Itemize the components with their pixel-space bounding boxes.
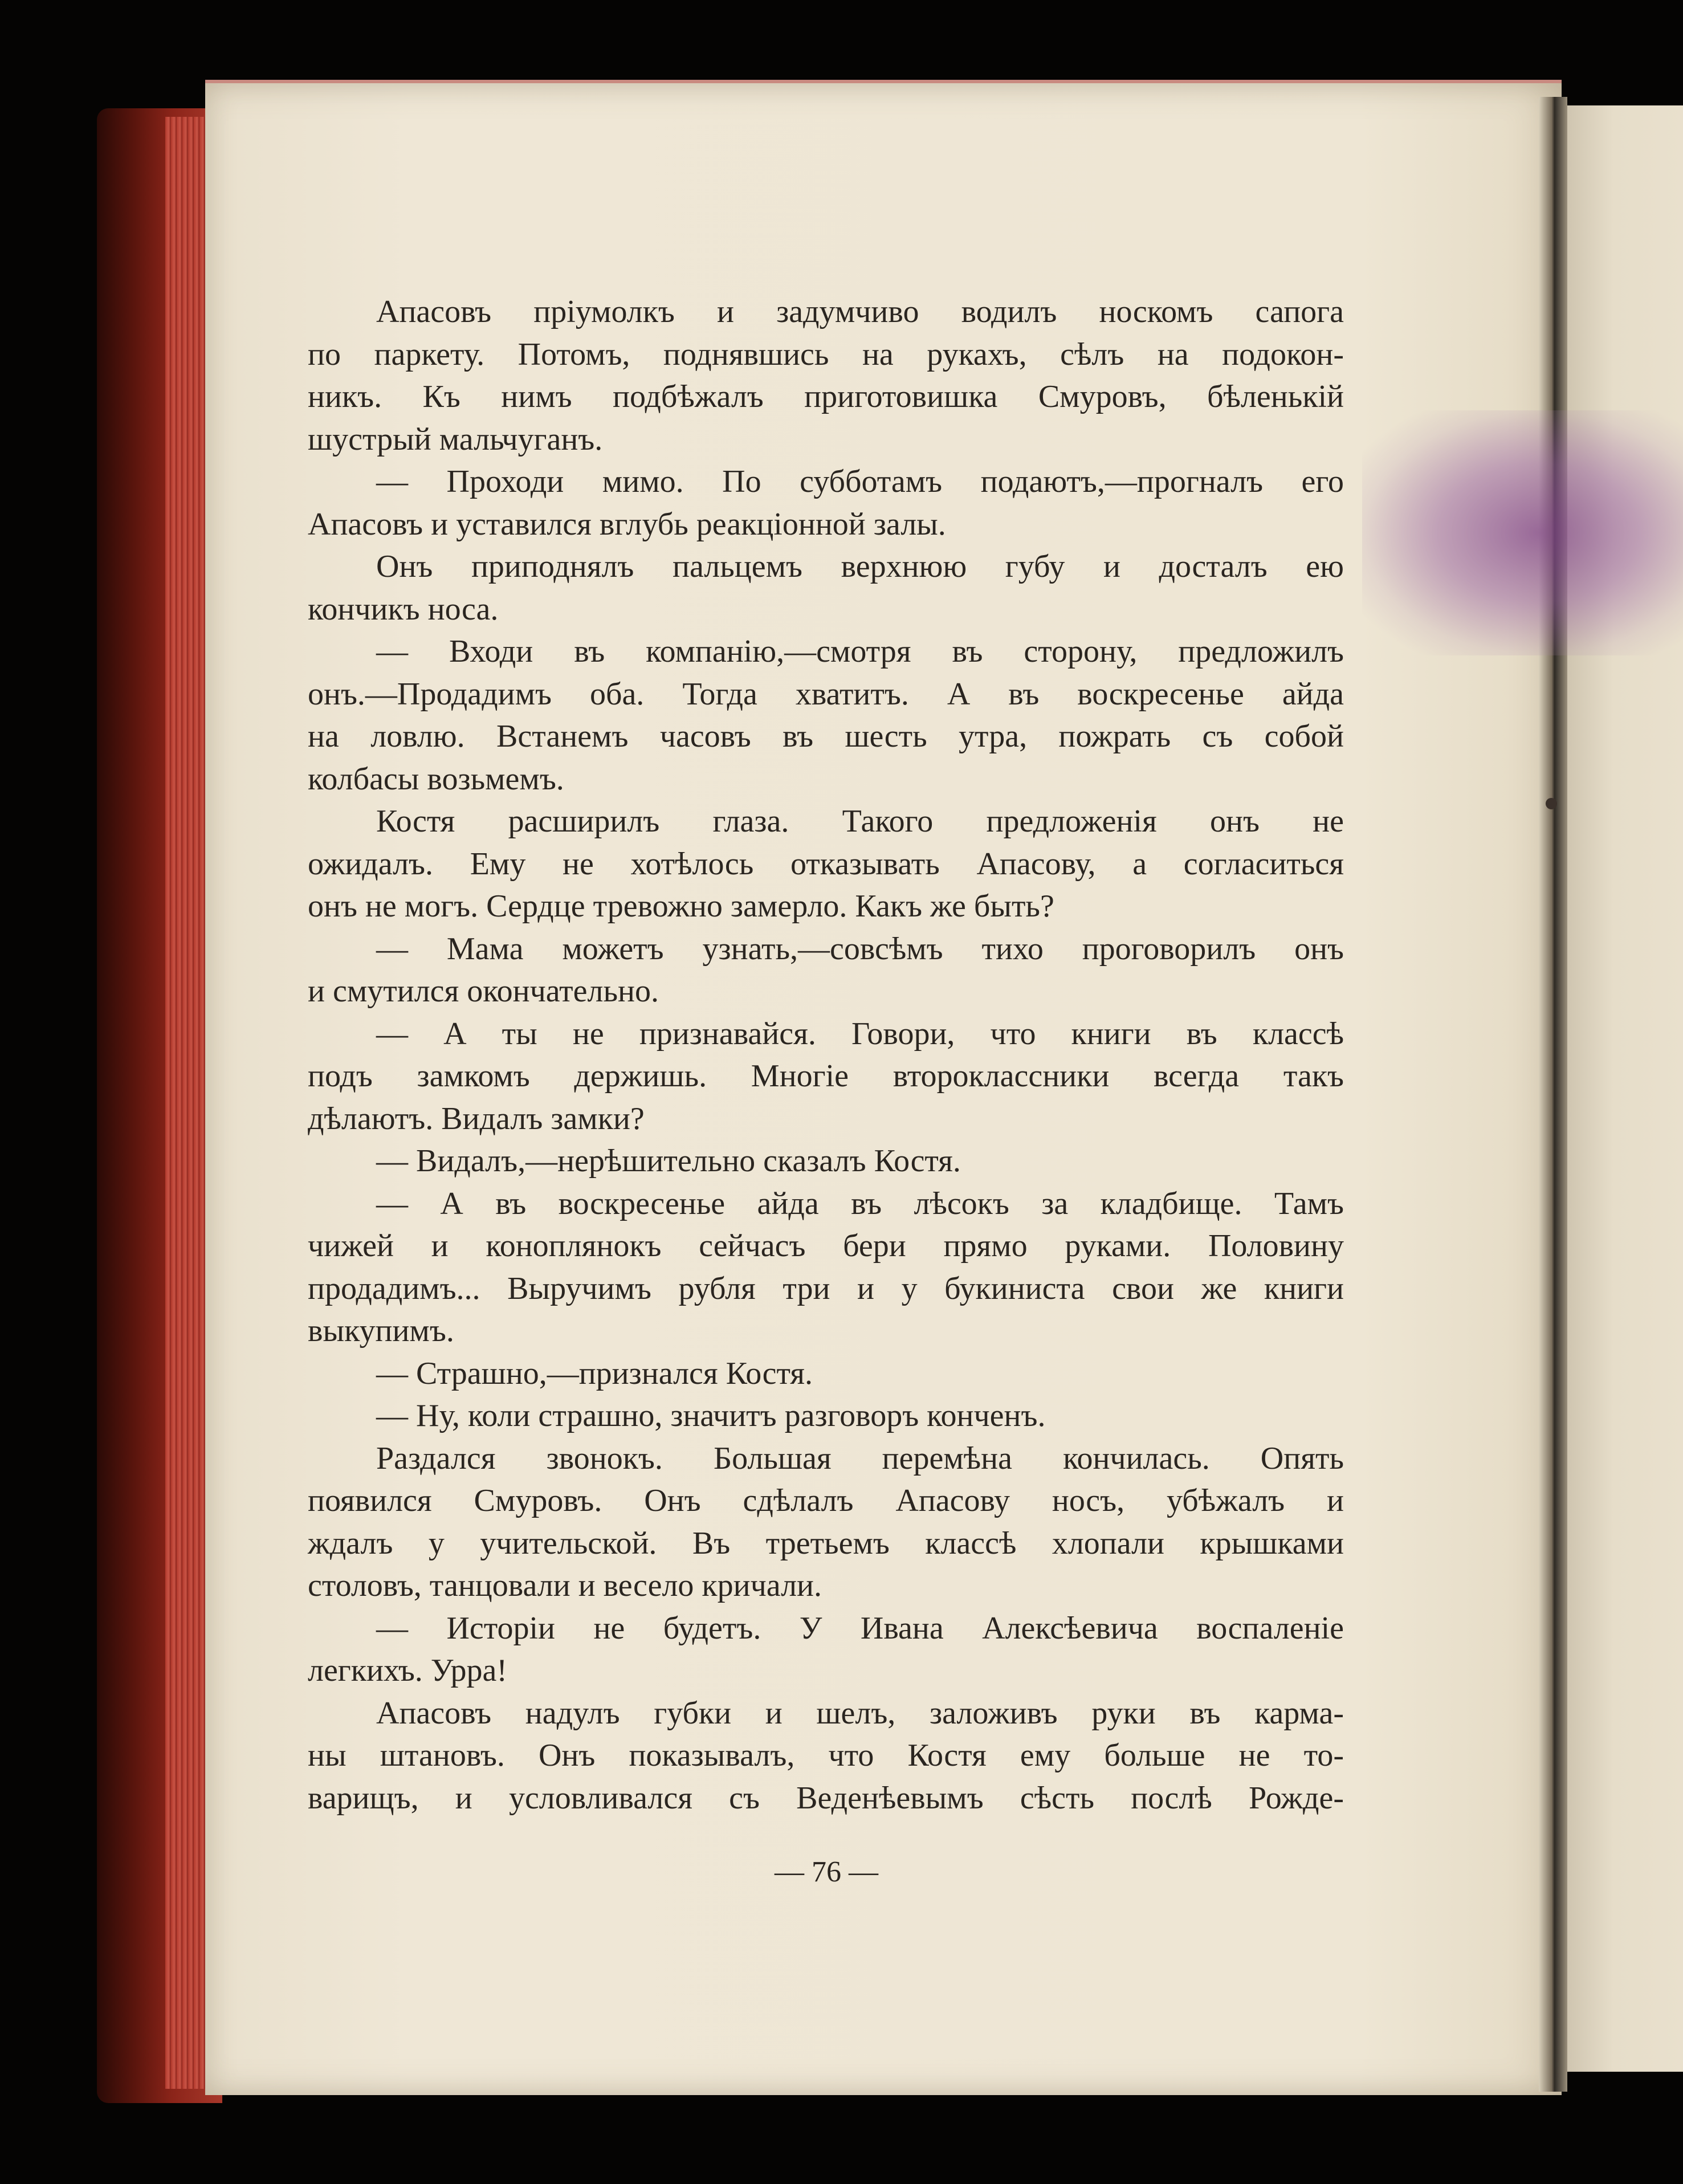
text-line: ожидалъ. Ему не хотѣлось отказывать Апасову, а согласиться <box>308 846 1344 882</box>
page-number: — 76 — <box>775 1856 878 1888</box>
text-line: Апасовъ надулъ губки и шелъ, заложивъ руки въ карма- <box>376 1695 1344 1731</box>
text-line: по паркету. Потомъ, поднявшись на рукахъ, сѣлъ на подокон- <box>308 336 1344 372</box>
text-line: столовъ, танцовали и весело кричали. <box>308 1568 822 1603</box>
text-line: колбасы возьмемъ. <box>308 761 564 797</box>
text-line: онъ не могъ. Сердце тревожно замерло. Какъ же быть? <box>308 889 1054 924</box>
text-line: шустрый мальчуганъ. <box>308 421 603 457</box>
page-edges <box>165 117 211 2089</box>
text-line: никъ. Къ нимъ подбѣжалъ приготовишка Смуровъ, бѣленькій <box>308 379 1344 414</box>
text-line: — Мама можетъ узнать,—совсѣмъ тихо проговорилъ онъ <box>376 931 1344 967</box>
text-line: — А въ воскресенье айда въ лѣсокъ за кладбище. Тамъ <box>376 1185 1344 1221</box>
text-line: ны штановъ. Онъ показывалъ, что Костя ему больше не то- <box>308 1738 1344 1773</box>
book-gutter <box>1539 97 1567 2092</box>
text-line: и смутился окончательно. <box>308 973 659 1009</box>
text-line: — Страшно,—признался Костя. <box>376 1355 813 1391</box>
facing-page-edge <box>1567 105 1683 2072</box>
text-line: — А ты не признавайся. Говори, что книги въ классѣ <box>376 1016 1344 1052</box>
text-line: легкихъ. Урра! <box>308 1653 507 1688</box>
text-line: Апасовъ пріумолкъ и задумчиво водилъ носкомъ сапога <box>376 294 1344 329</box>
text-line: выкупимъ. <box>308 1313 454 1348</box>
text-line: продадимъ... Выручимъ рубля три и у букиниста свои же книги <box>308 1270 1344 1306</box>
page-text <box>308 291 1344 1819</box>
text-line: — Видалъ,—нерѣшительно сказалъ Костя. <box>376 1143 961 1179</box>
text-line: появился Смуровъ. Онъ сдѣлалъ Апасову носъ, убѣжалъ и <box>308 1483 1344 1518</box>
text-line: ждалъ у учительской. Въ третьемъ классѣ хлопали крышками <box>308 1525 1344 1561</box>
text-line: — Входи въ компанію,—смотря въ сторону, предложилъ <box>376 634 1344 669</box>
text-line: Апасовъ и уставился вглубь реакціонной залы. <box>308 506 946 542</box>
text-line: — Ну, коли страшно, значитъ разговоръ конченъ. <box>376 1398 1046 1433</box>
text-line: — Проходи мимо. По субботамъ подаютъ,—прогналъ его <box>376 464 1344 499</box>
ink-stain <box>1362 410 1683 655</box>
text-line: — Исторіи не будетъ. У Ивана Алексѣевича воспаленіе <box>376 1610 1344 1646</box>
text-line: варищъ, и условливался съ Веденѣевымъ сѣсть послѣ Рожде- <box>308 1780 1344 1816</box>
text-line: на ловлю. Встанемъ часовъ въ шесть утра, пожрать съ собой <box>308 719 1344 754</box>
text-line: онъ.—Продадимъ оба. Тогда хватитъ. А въ воскресенье айда <box>308 676 1344 712</box>
text-line: дѣлаютъ. Видалъ замки? <box>308 1101 645 1136</box>
text-line: Костя расширилъ глаза. Такого предложенія онъ не <box>376 804 1344 839</box>
binding-thread <box>1546 798 1557 809</box>
text-line: Раздался звонокъ. Большая перемѣна кончилась. Опять <box>376 1440 1344 1476</box>
text-line: Онъ приподнялъ пальцемъ верхнюю губу и досталъ ею <box>376 549 1344 584</box>
text-line: чижей и коноплянокъ сейчасъ бери прямо руками. Половину <box>308 1228 1344 1264</box>
text-line: подъ замкомъ держишь. Многіе второклассники всегда такъ <box>308 1058 1344 1094</box>
text-line: кончикъ носа. <box>308 591 499 627</box>
